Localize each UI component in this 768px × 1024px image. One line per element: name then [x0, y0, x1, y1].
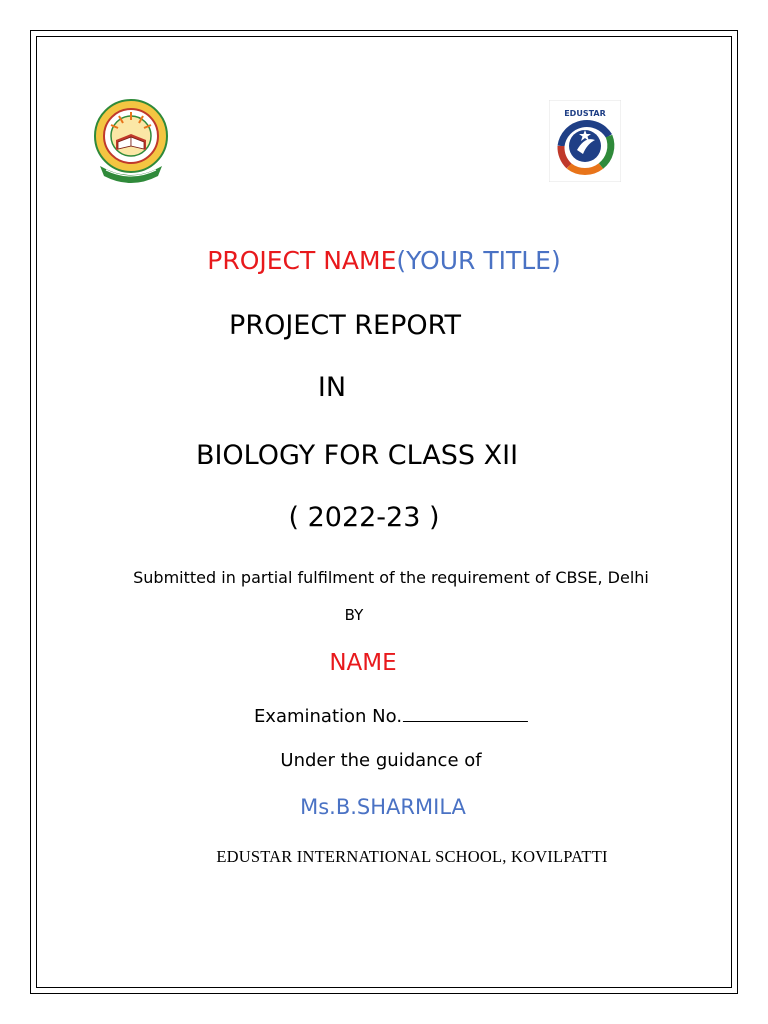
submission-statement: Submitted in partial fulfilment of the requirement of CBSE, Delhi — [133, 568, 649, 587]
project-title — [0, 246, 768, 275]
school-name: EDUSTAR INTERNATIONAL SCHOOL, KOVILPATTI — [216, 847, 608, 866]
project-name: PROJECT NAME — [207, 246, 397, 275]
student-name: NAME — [329, 650, 397, 676]
report-heading: PROJECT REPORT — [229, 310, 461, 341]
by-label: BY — [344, 606, 364, 624]
in-heading: IN — [317, 372, 347, 403]
edustar-logo-text: EDUSTAR — [564, 109, 606, 118]
exam-label: Examination No. — [253, 706, 403, 727]
teacher-name: Ms.B.SHARMILA — [300, 795, 466, 819]
edustar-logo — [549, 100, 621, 182]
academic-year: ( 2022-23 ) — [288, 502, 440, 533]
cbse-seal-logo — [92, 98, 170, 188]
examination-number — [254, 706, 528, 727]
subject-heading: BIOLOGY FOR CLASS XII — [195, 440, 519, 471]
exam-number-blank — [403, 720, 528, 722]
your-title: (YOUR TITLE) — [396, 246, 561, 275]
guidance-label: Under the guidance of — [280, 750, 482, 771]
